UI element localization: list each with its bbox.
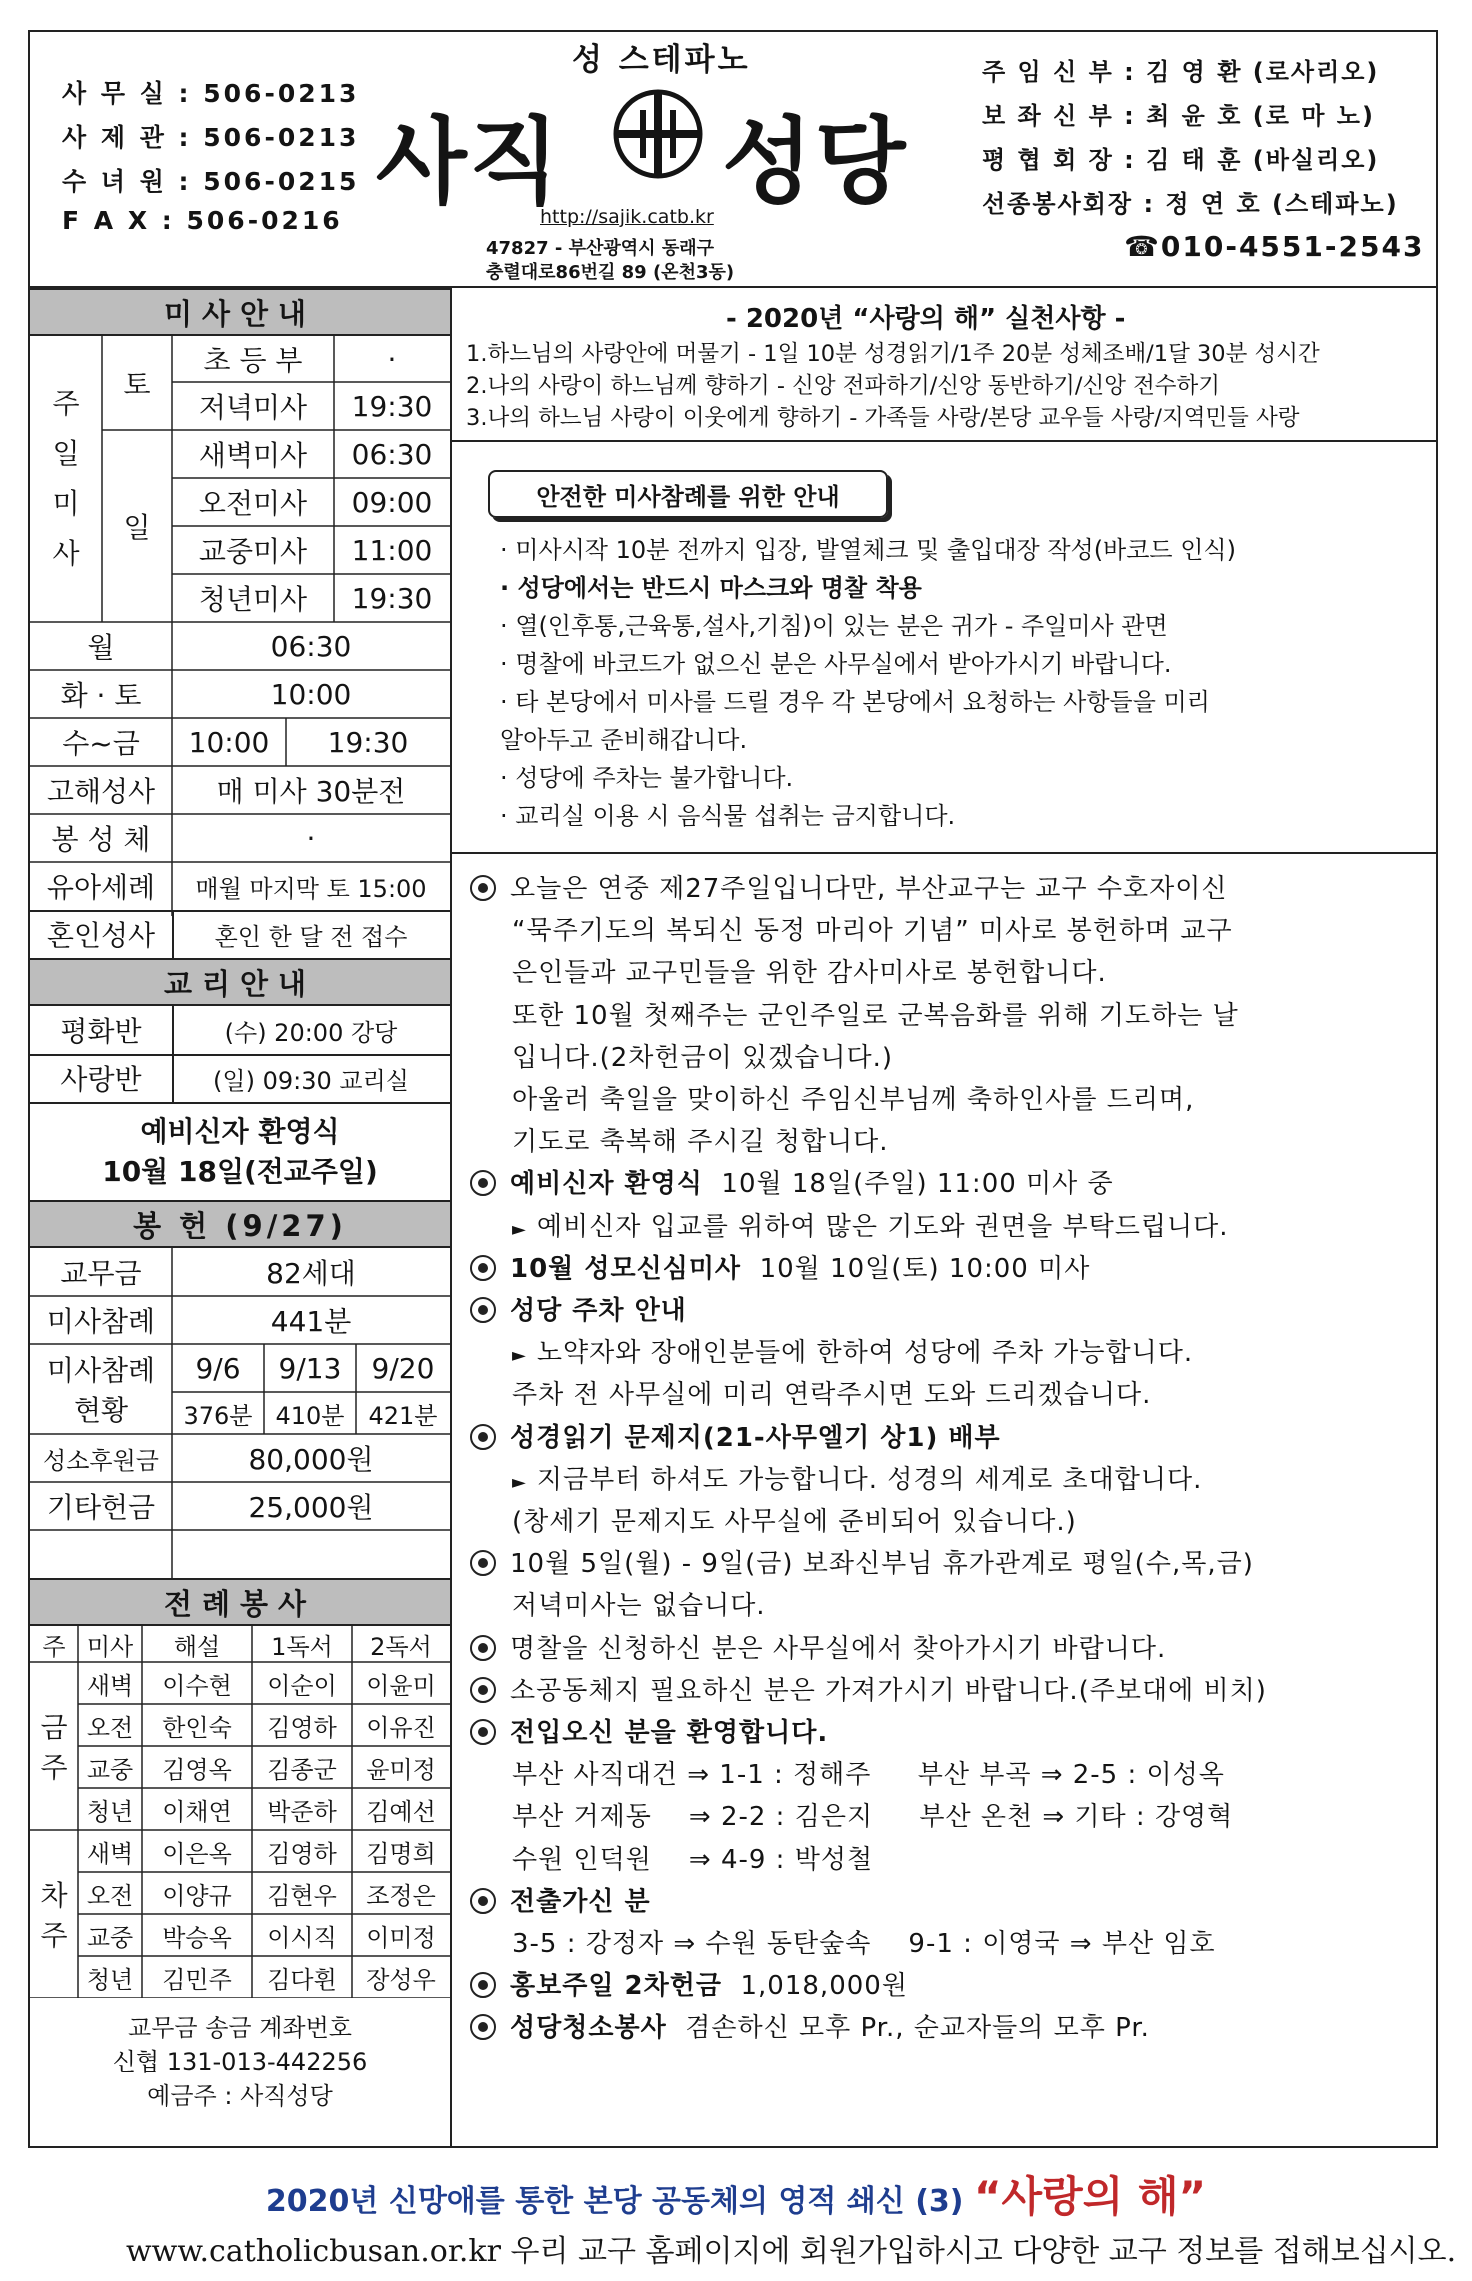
notice-text: (창세기 문제지도 사무실에 준비되어 있습니다.) [512,1507,1077,1537]
notice-line [512,1585,766,1622]
offering-value: 82세대 [266,1257,356,1290]
notice-text: 주차 전 사무실에 미리 연락주시면 도와 드리겠습니다. [512,1380,1152,1410]
notice-text: 오늘은 연중 제27주일입니다만, 부산교구는 교구 수호자이신 [510,874,1228,904]
weekday-label: 수~금 [62,727,140,760]
notice-text: 부산 사직대건 ⇒ 1-1 : 정해주 부산 부곡 ⇒ 2-5 : 이성옥 [512,1760,1225,1790]
attendance-label: 미사참례 현황 [46,1354,156,1427]
offering-section-title: 봉 헌 (9/27) [30,1200,450,1248]
liturgy-mass: 청년 [86,1965,134,1994]
liturgy-minister: 김현우 [267,1881,337,1910]
notice-line [512,1459,1202,1496]
bullet-icon [470,1297,496,1323]
office-line: F A X : 506-0216 [62,206,343,235]
notice-line [512,952,1107,989]
notice-heading: 10월 성모신심미사 [510,1254,742,1284]
sacrament-value: 매 미사 30분전 [216,775,406,808]
sacrament-label: 고해성사 [46,775,156,808]
parish-name-right: 성당 [722,108,908,217]
bullet-icon [470,1635,496,1661]
notice-heading: 성당 주차 안내 [510,1296,687,1326]
divider [450,440,1438,442]
row-divider [30,1102,450,1104]
parish-name-left: 사직 [376,108,562,217]
parish-url[interactable]: http://sajik.catb.kr [540,206,714,228]
sacrament-label: 유아세례 [46,871,156,904]
attendance-count: 421분 [368,1401,438,1430]
liturgy-minister: 이양규 [162,1881,232,1910]
notice-text: 10월 5일(월) - 9일(금) 보좌신부님 휴가관계로 평일(수,목,금) [510,1549,1254,1579]
address-line: 47827 - 부산광역시 동래구 [486,238,714,259]
liturgy-minister: 이은옥 [162,1839,232,1868]
bullet-icon [470,2014,496,2040]
notice-text: 또한 10월 첫째주는 군인주일로 군복음화를 위해 기도하는 날 [512,1001,1239,1031]
notice-line [512,1501,1077,1538]
mass-section-title: 미사안내 [30,288,450,336]
liturgy-minister: 김영옥 [162,1755,232,1784]
safety-line: · 명찰에 바코드가 없으신 분은 사무실에서 받아가시기 바랍니다. [500,650,1172,678]
mass-time: 06:30 [351,437,433,471]
notice-line [512,1923,1216,1960]
notice-line [512,910,1233,947]
notice-line [512,1121,889,1158]
attendance-date: 9/20 [371,1351,435,1385]
notice-text: 노약자와 장애인분들에 한하여 성당에 주차 가능합니다. [536,1338,1194,1368]
notice-text: 예비신자 입교를 위하여 많은 기도와 권면을 부탁드립니다. [536,1212,1229,1242]
class-value: (수) 20:00 강당 [224,1018,398,1047]
weekday-time: 10:00 [188,725,270,759]
notice-line [512,1079,1194,1116]
notice-text: 10월 18일(주일) 11:00 미사 중 [702,1169,1114,1199]
liturgy-minister: 박승옥 [162,1923,232,1952]
notice-line [512,995,1239,1032]
liturgy-minister: 김종군 [267,1755,337,1784]
notice-line [512,1206,1228,1243]
liturgy-mass: 교중 [86,1755,134,1784]
liturgy-minister: 이채연 [162,1797,232,1826]
sacrament-value: 혼인 한 달 전 접수 [214,922,408,951]
notice-text: 수원 인덕원 ⇒ 4-9 : 박성철 [512,1845,874,1875]
notice-heading: 전출가신 분 [510,1887,651,1917]
sacrament-label: 혼인성사 [46,919,156,952]
notice-text: 명찰을 신청하신 분은 사무실에서 찾아가시기 바랍니다. [510,1634,1167,1664]
bullet-icon [470,875,496,901]
mass-name: 저녁미사 [198,391,308,424]
sacrament-value: · [306,821,316,855]
notice-line [470,1965,908,2002]
liturgy-mass: 새벽 [86,1671,134,1700]
mass-time: 09:00 [351,485,433,519]
notice-line [512,1839,873,1876]
sacrament-label: 봉 성 체 [51,823,151,856]
liturgy-minister: 이미정 [366,1923,436,1952]
notice-line [470,2007,1150,2044]
arrow-icon: ► [512,1219,527,1240]
notice-text: 아울러 축일을 맞이하신 주임신부님께 축하인사를 드리며, [512,1085,1195,1115]
liturgy-minister: 한인숙 [162,1713,232,1742]
welcome-ceremony: 예비신자 환영식 [140,1115,340,1148]
account-title: 교무금 송금 계좌번호 [128,2013,352,2042]
mass-time: 19:30 [351,581,433,615]
bullet-icon [470,1550,496,1576]
liturgy-minister: 김영하 [267,1839,337,1868]
attendance-date: 9/13 [278,1351,342,1385]
liturgy-minister: 조정은 [366,1881,436,1910]
notice-text: 3-5 : 강정자 ⇒ 수원 동탄숲속 9-1 : 이영국 ⇒ 부산 임호 [512,1929,1216,1959]
notice-heading: 성당청소봉사 [510,2013,667,2043]
liturgy-minister: 박준하 [267,1797,337,1826]
safety-title: 안전한 미사참례를 위한 안내 [488,470,888,518]
notice-text: 10월 10일(토) 10:00 미사 [741,1254,1091,1284]
office-line: 사 무 실 : 506-0213 [62,79,360,108]
saturday-label: 토 [123,368,151,401]
weekday-label: 화 · 토 [60,679,142,712]
catechism-section-title: 교리안내 [30,958,450,1006]
this-week-label: 금 주 [40,1711,68,1784]
practice-line: 1.하느님의 사랑안에 머물기 - 1일 10분 성경읽기/1주 20분 성체조배/1달 30분 성시간 [466,341,1320,367]
bullet-icon [470,1170,496,1196]
liturgy-minister: 이윤미 [366,1671,436,1700]
sunday-label: 일 [123,511,151,544]
notice-heading: 홍보주일 2차헌금 [510,1971,722,2001]
mass-name: 초 등 부 [203,344,303,377]
offering-label: 교무금 [60,1257,142,1290]
cross-emblem-icon [610,86,706,182]
safety-line: · 열(인후통,근육통,설사,기침)이 있는 분은 귀가 - 주일미사 관면 [500,612,1168,640]
footer-slogan: 2020년 신망애를 통한 본당 공동체의 영적 쇄신 (3) “사랑의 해” [265,2172,1207,2221]
offering-value: 25,000원 [248,1491,374,1524]
liturgy-section-title: 전례봉사 [30,1578,450,1626]
welcome-date: 10월 18일(전교주일) [102,1155,378,1188]
weekday-time: 10:00 [270,677,352,711]
notice-line [470,1290,687,1327]
footer-website: www.catholicbusan.or.kr 우리 교구 홈페이지에 회원가입하시고 다양한 교구 정보를 접해보십시오. [126,2234,1457,2269]
class-label: 사랑반 [60,1063,142,1096]
safety-line: · 미사시작 10분 전까지 입장, 발열체크 및 출입대장 작성(바코드 인식) [500,536,1236,564]
liturgy-header: 해설 [173,1632,221,1661]
mass-time: · [387,342,397,376]
liturgy-header: 미사 [86,1632,134,1661]
liturgy-mass: 오전 [86,1881,134,1910]
class-value: (일) 09:30 교리실 [213,1066,409,1095]
notice-line [512,1754,1225,1791]
liturgy-minister: 김영하 [267,1713,337,1742]
notice-line [470,1248,1090,1285]
mass-name: 새벽미사 [198,439,308,472]
notice-line [470,1417,1001,1454]
notice-line [470,1712,828,1749]
notice-text: 저녁미사는 없습니다. [512,1591,766,1621]
weekday-time: 19:30 [327,725,409,759]
liturgy-minister: 이시직 [267,1923,337,1952]
staff-line: 선종봉사회장 : 정 연 호 (스테파노) [982,190,1399,218]
weekday-label: 월 [87,631,115,664]
sunday-mass-label: 주 일 미 사 [52,387,80,570]
mass-name: 오전미사 [198,487,308,520]
bullet-icon [470,1888,496,1914]
mass-time: 19:30 [351,389,433,423]
office-line: 사 제 관 : 506-0213 [62,123,360,152]
address-line: 충렬대로86번길 89 (온천3동) [486,262,735,283]
liturgy-mass: 오전 [86,1713,134,1742]
staff-line: 보 좌 신 부 : 최 윤 호 (로 마 노) [982,102,1375,130]
practice-line: 3.나의 하느님 사랑이 이웃에게 향하기 - 가족들 사랑/본당 교우들 사랑/지역민들 사랑 [466,405,1300,431]
liturgy-header: 1독서 [271,1632,333,1661]
safety-line: · 성당에서는 반드시 마스크와 명찰 착용 [500,574,922,602]
notice-text: 지금부터 하셔도 가능합니다. 성경의 세계로 초대합니다. [536,1465,1203,1495]
liturgy-mass: 교중 [86,1923,134,1952]
liturgy-minister: 김명희 [366,1839,436,1868]
notice-text: 부산 거제동 ⇒ 2-2 : 김은지 부산 온천 ⇒ 기타 : 강영혁 [512,1802,1234,1832]
notice-line [512,1332,1193,1369]
liturgy-minister: 이수현 [162,1671,232,1700]
offering-label: 기타헌금 [46,1491,156,1524]
practice-line: 2.나의 사랑이 하느님께 향하기 - 신앙 전파하기/신앙 동반하기/신앙 전수하기 [466,373,1221,399]
arrow-icon: ► [512,1345,527,1366]
attendance-count: 376분 [183,1401,253,1430]
sacrament-value: 매월 마지막 토 15:00 [195,874,427,903]
practice-title: - 2020년 “사랑의 해” 실천사항 - [726,304,1126,334]
staff-line: 평 협 회 장 : 김 태 훈 (바실리오) [982,146,1380,174]
safety-line: · 교리실 이용 시 음식물 섭취는 금지합니다. [500,802,956,830]
notice-line [470,1628,1166,1665]
notice-line [512,1037,893,1074]
notice-heading: 전입오신 분을 환영합니다. [510,1718,829,1748]
notice-line [512,1374,1151,1411]
office-line: 수 녀 원 : 506-0215 [62,167,360,196]
safety-line: · 타 본당에서 미사를 드릴 경우 각 본당에서 요청하는 사항들을 미리 [500,688,1210,716]
notice-text: 기도로 축복해 주시길 청합니다. [512,1127,889,1157]
notice-line [470,868,1227,905]
offering-value: 441분 [270,1305,352,1338]
liturgy-minister: 김예선 [366,1797,436,1826]
account-number: 신협 131-013-442256 [112,2047,368,2076]
safety-line: 알아두고 준비해갑니다. [500,726,748,754]
arrow-icon: ► [512,1472,527,1493]
bullet-icon [470,1719,496,1745]
patron-saint: 성 스테파노 [572,42,751,78]
offering-value: 80,000원 [248,1443,374,1476]
column-divider [450,286,452,2148]
mass-name: 교중미사 [198,535,308,568]
attendance-date: 9/6 [195,1351,241,1385]
staff-line: 주 임 신 부 : 김 영 환 (로사리오) [982,58,1380,86]
mass-time: 11:00 [351,533,433,567]
notice-line [470,1881,651,1918]
notice-heading: 성경읽기 문제지(21-사무엘기 상1) 배부 [510,1423,1001,1453]
notice-text: “묵주기도의 복되신 동정 마리아 기념” 미사로 봉헌하며 교구 [512,916,1233,946]
notice-line [470,1163,1114,1200]
notice-text: 1,018,000원 [721,1971,908,2001]
phone-number: ☎010-4551-2543 [1124,230,1425,263]
class-label: 평화반 [60,1015,142,1048]
liturgy-minister: 이순이 [267,1671,337,1700]
bullet-icon [470,1677,496,1703]
mass-name: 청년미사 [198,583,308,616]
notice-text: 입니다.(2차헌금이 있겠습니다.) [512,1043,894,1073]
notice-line [470,1543,1254,1580]
liturgy-minister: 김다휜 [267,1965,337,1994]
liturgy-minister: 이유진 [366,1713,436,1742]
liturgy-mass: 새벽 [86,1839,134,1868]
account-holder: 예금주 : 사직성당 [147,2081,333,2110]
offering-label: 미사참례 [46,1305,156,1338]
notice-line [470,1670,1267,1707]
bullet-icon [470,1424,496,1450]
liturgy-header: 2독서 [370,1632,432,1661]
safety-line: · 성당에 주차는 불가합니다. [500,764,794,792]
notice-text: 은인들과 교구민들을 위한 감사미사로 봉헌합니다. [512,958,1107,988]
offering-label: 성소후원금 [43,1446,159,1475]
notice-text: 소공동체지 필요하신 분은 가져가시기 바랍니다.(주보대에 비치) [510,1676,1267,1706]
liturgy-minister: 김민주 [162,1965,232,1994]
liturgy-mass: 청년 [86,1797,134,1826]
notice-heading: 예비신자 환영식 [510,1169,703,1199]
liturgy-header: 주 [42,1632,66,1661]
liturgy-minister: 윤미정 [366,1755,436,1784]
weekday-time: 06:30 [270,629,352,663]
liturgy-minister: 장성우 [366,1965,436,1994]
next-week-label: 차 주 [40,1879,68,1952]
bullet-icon [470,1255,496,1281]
divider [450,852,1438,854]
notice-text: 겸손하신 모후 Pr., 순교자들의 모후 Pr. [666,2013,1150,2043]
attendance-count: 410분 [275,1401,345,1430]
bullet-icon [470,1972,496,1998]
notice-line [512,1796,1233,1833]
